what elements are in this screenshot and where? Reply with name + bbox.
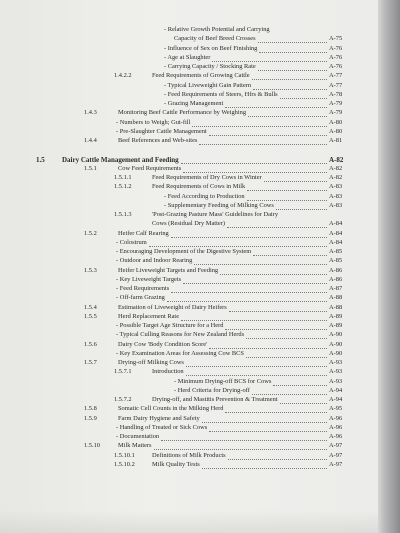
toc-entry-title: - Feed Requirements	[116, 285, 170, 292]
toc-entry-page: A-96	[329, 433, 343, 440]
toc-entry-number: 1.5.5	[84, 312, 97, 320]
toc-entry-page: A-76	[329, 63, 343, 70]
toc-entry-page: A-80	[329, 118, 343, 126]
toc-entry-title: Dairy Cow 'Body Condition Score'	[118, 340, 208, 348]
toc-entry-title: - Feed According to Production	[164, 192, 245, 200]
toc-entry-page: A-75	[329, 35, 343, 43]
toc-leader-dots	[227, 221, 327, 228]
toc-entry-title: - Typical Culling Reasons for New Zealand Herds	[116, 331, 245, 339]
toc-entry-page: A-87	[329, 285, 343, 292]
toc-entry-page: A-88	[329, 294, 343, 302]
toc-entry-title: Cows (Residual Dry Matter)	[152, 220, 225, 228]
toc-entry-page: A-89	[329, 322, 343, 329]
toc-entry-title: Drying-off, and Mastitis Prevention & Treatment	[152, 396, 278, 403]
toc-entry-title: Dairy Cattle Management and Feeding	[62, 155, 179, 164]
toc-entry-title: Drying-off Milking Cows	[118, 359, 184, 366]
toc-entry-number: 1.5.3	[84, 266, 97, 274]
toc-entry-number: 1.5.2	[84, 229, 97, 237]
toc-entry-page: A-97	[329, 451, 343, 459]
toc-entry-page: A-76	[329, 53, 343, 61]
toc-entry-page: A-86	[329, 275, 343, 283]
toc-entry-title: - Relative Growth Potential and Carrying	[164, 26, 270, 33]
toc-entry-title: Herd Replacement Rate	[118, 312, 180, 320]
toc-entry-number: 1.5.8	[84, 405, 97, 413]
toc-entry-page: A-84	[329, 220, 343, 228]
toc-entry-page: A-96	[329, 414, 343, 422]
toc-entry-title: Capacity of Beef Breed Crosses	[174, 35, 256, 43]
toc-leader-dots	[171, 231, 327, 238]
toc-leader-dots	[183, 277, 327, 284]
toc-leader-dots	[220, 268, 327, 275]
toc-entry-title: Feed Requirements of Cows in Milk	[152, 183, 246, 191]
toc-entry-page: A-90	[329, 331, 343, 339]
toc-entry-title: - Grazing Management	[164, 100, 224, 107]
toc-entry-title: - Colostrum	[116, 238, 147, 246]
toc-leader-dots	[253, 249, 327, 256]
toc-entry-number: 1.5.1.2	[114, 183, 132, 191]
toc-entry-page: A-97	[329, 460, 343, 468]
toc-entry-number: 1.4.3	[84, 109, 97, 117]
toc-leader-dots	[183, 166, 327, 173]
toc-leader-dots	[202, 416, 327, 423]
toc-leader-dots	[171, 286, 327, 293]
toc-leader-dots	[225, 101, 327, 108]
toc-entry-page: A-94	[329, 396, 343, 403]
toc-leader-dots	[258, 64, 327, 71]
toc-leader-dots	[280, 397, 327, 404]
toc-entry-page: A-82	[329, 174, 343, 181]
toc-entry-page: A-83	[329, 201, 343, 209]
toc-leader-dots	[247, 184, 327, 191]
toc-leader-dots	[212, 55, 327, 62]
toc-entry-page: A-93	[329, 359, 343, 366]
toc-entry-title: Cow Feed Requirements	[118, 164, 182, 172]
toc-entry-title: - Handling of Treated or Sick Cows	[116, 423, 208, 431]
toc-entry-page: A-84	[329, 229, 343, 237]
toc-entry-title: - Documentation	[116, 433, 160, 440]
toc-entry-number: 1.4.2.2	[114, 72, 132, 80]
toc-entry-page: A-80	[329, 127, 343, 135]
toc-entry-title: Feed Requirements of Growing Cattle	[152, 72, 250, 80]
toc-entry-page: A-77	[329, 72, 343, 80]
toc-leader-dots	[161, 434, 327, 441]
toc-entry-title: - Key Liveweight Targets	[116, 275, 182, 283]
toc-leader-dots	[264, 175, 327, 182]
toc-entry-title: - Typical Liveweight Gain Pattern	[164, 81, 252, 89]
toc-entry-title: Estimation of Liveweight of Dairy Heifers	[118, 303, 227, 311]
toc-entry-title: Milk Quality Tests	[152, 460, 200, 468]
toc-entry-title: 'Post-Grazing Pasture Mass' Guidelines for Dairy	[152, 211, 279, 218]
toc-leader-dots	[252, 388, 327, 395]
toc-entry-number: 1.5.1.3	[114, 211, 132, 218]
toc-entry-page: A-86	[329, 266, 343, 274]
toc-entry-number: 1.5.7	[84, 359, 97, 366]
toc-entry-page: A-95	[329, 405, 343, 413]
toc-entry-title: Heifer Calf Rearing	[118, 229, 169, 237]
toc-entry-number: 1.5.7.1	[114, 368, 132, 376]
toc-entry-number: 1.4.4	[84, 137, 97, 144]
toc-entry-title: - Supplementary Feeding of Milking Cows	[164, 201, 274, 209]
toc-entry-page: A-97	[329, 442, 343, 450]
toc-entry-number: 1.5	[36, 155, 45, 164]
toc-leader-dots	[199, 138, 327, 145]
toc-entry-title: - Outdoor and Indoor Rearing	[116, 257, 193, 265]
toc-entry-title: Monitoring Beef Cattle Performance by Weighing	[118, 109, 247, 117]
toc-entry-page: A-82	[329, 164, 343, 172]
toc-entry-page: A-96	[329, 423, 343, 431]
toc-entry-title: - Age at Slaughter	[164, 53, 211, 61]
toc-leader-dots	[225, 406, 327, 413]
toc-leader-dots	[259, 46, 327, 53]
toc-leader-dots	[186, 360, 327, 367]
toc-leader-dots	[252, 73, 327, 80]
toc-entry-page: A-88	[329, 303, 343, 311]
toc-entry-page: A-77	[329, 81, 343, 89]
toc-leader-dots	[181, 314, 327, 321]
toc-entry-title: Farm Dairy Hygiene and Safety	[118, 414, 200, 422]
toc-leader-dots	[228, 453, 327, 460]
toc-leader-dots	[209, 425, 327, 432]
toc-leader-dots	[248, 110, 327, 117]
toc-entry-title: Feed Requirements of Dry Cows in Winter	[152, 174, 262, 181]
toc-entry-number: 1.5.9	[84, 414, 97, 422]
toc-entry-title: Beef References and Web-sites	[118, 137, 198, 144]
toc-entry-title: Introduction	[152, 368, 184, 376]
toc-entry-number: 1.5.10.1	[114, 451, 135, 459]
toc-leader-dots	[154, 443, 327, 450]
page-bottom-shadow	[0, 510, 378, 533]
toc-entry-title: Definitions of Milk Products	[152, 451, 226, 459]
toc-leader-dots	[273, 379, 327, 386]
toc-entry-page: A-94	[329, 386, 343, 394]
toc-entry-title: - Minimum Drying-off BCS for Cows	[174, 377, 272, 385]
toc-entry-title: - Herd Criteria for Drying-off	[174, 386, 250, 394]
toc-leader-dots	[167, 295, 327, 302]
toc-entry-title: - Off-farm Grazing	[116, 294, 165, 302]
toc-entry-page: A-83	[329, 192, 343, 200]
toc-entry-title: Milk Matters	[118, 442, 152, 450]
toc-leader-dots	[229, 305, 327, 312]
toc-entry-page: A-89	[329, 312, 343, 320]
toc-entry-page: A-84	[329, 238, 343, 246]
page-edge	[378, 0, 400, 533]
toc-entry-title: Heifer Liveweight Targets and Feeding	[118, 266, 219, 274]
toc-entry-page: A-83	[329, 183, 343, 191]
toc-leader-dots	[209, 129, 327, 136]
toc-entry-number: 1.5.4	[84, 303, 97, 311]
toc-entry-page: A-79	[329, 100, 343, 107]
toc-entry-page: A-85	[329, 257, 343, 265]
toc-leader-dots	[194, 258, 327, 265]
toc-entry-title: - Pre-Slaughter Cattle Management	[116, 127, 207, 135]
toc-leader-dots	[246, 351, 327, 358]
toc-leader-dots	[258, 36, 327, 43]
toc-entry-title: - Carrying Capacity / Stocking Rate	[164, 63, 256, 70]
toc-entry-number: 1.5.10.2	[114, 460, 135, 468]
toc-entry-number: 1.5.10	[84, 442, 100, 450]
toc-entry-title: - Key Examination Areas for Assessing Cow BCS	[116, 349, 244, 357]
toc-entry-page: A-78	[329, 90, 343, 98]
toc-leader-dots	[192, 120, 327, 127]
toc-leader-dots	[181, 157, 327, 164]
toc-entry-page: A-81	[329, 137, 343, 144]
toc-entry-page: A-82	[329, 155, 344, 164]
toc-leader-dots	[186, 369, 327, 376]
toc-entry-page: A-76	[329, 44, 343, 52]
toc-entry-page: A-90	[329, 349, 343, 357]
toc-leader-dots	[209, 342, 327, 349]
toc-leader-dots	[225, 323, 327, 330]
toc-leader-dots	[280, 92, 327, 99]
toc-leader-dots	[149, 240, 327, 247]
toc-leader-dots	[253, 83, 327, 90]
toc-leader-dots	[276, 203, 327, 210]
toc-leader-dots	[247, 194, 327, 201]
toc-entry-title: Somatic Cell Counts in the Milking Herd	[118, 405, 224, 413]
toc-entry-page: A-79	[329, 109, 343, 117]
toc-entry-page: A-90	[329, 340, 343, 348]
toc-entry-number: 1.5.1.1	[114, 174, 132, 181]
toc-entry-title: - Encouraging Development of the Digestive System	[116, 248, 252, 255]
toc-entry-number: 1.5.6	[84, 340, 97, 348]
toc-leader-dots	[246, 332, 327, 339]
toc-entry-number: 1.5.1	[84, 164, 97, 172]
toc-entry-title: - Influence of Sex on Beef Finishing	[164, 44, 258, 52]
toc-entry-number: 1.5.7.2	[114, 396, 132, 403]
toc-leader-dots	[202, 462, 327, 469]
toc-entry-page: A-85	[329, 248, 343, 255]
toc-entry-page: A-93	[329, 368, 343, 376]
toc-entry-title: - Numbers to Weigh; Gut-fill	[116, 118, 191, 126]
toc-entry-page: A-93	[329, 377, 343, 385]
toc-entry-title: - Feed Requirements of Steers, Hfrs & Bulls	[164, 90, 278, 98]
toc-entry-title: - Possible Target Age Structure for a Herd	[116, 322, 224, 329]
